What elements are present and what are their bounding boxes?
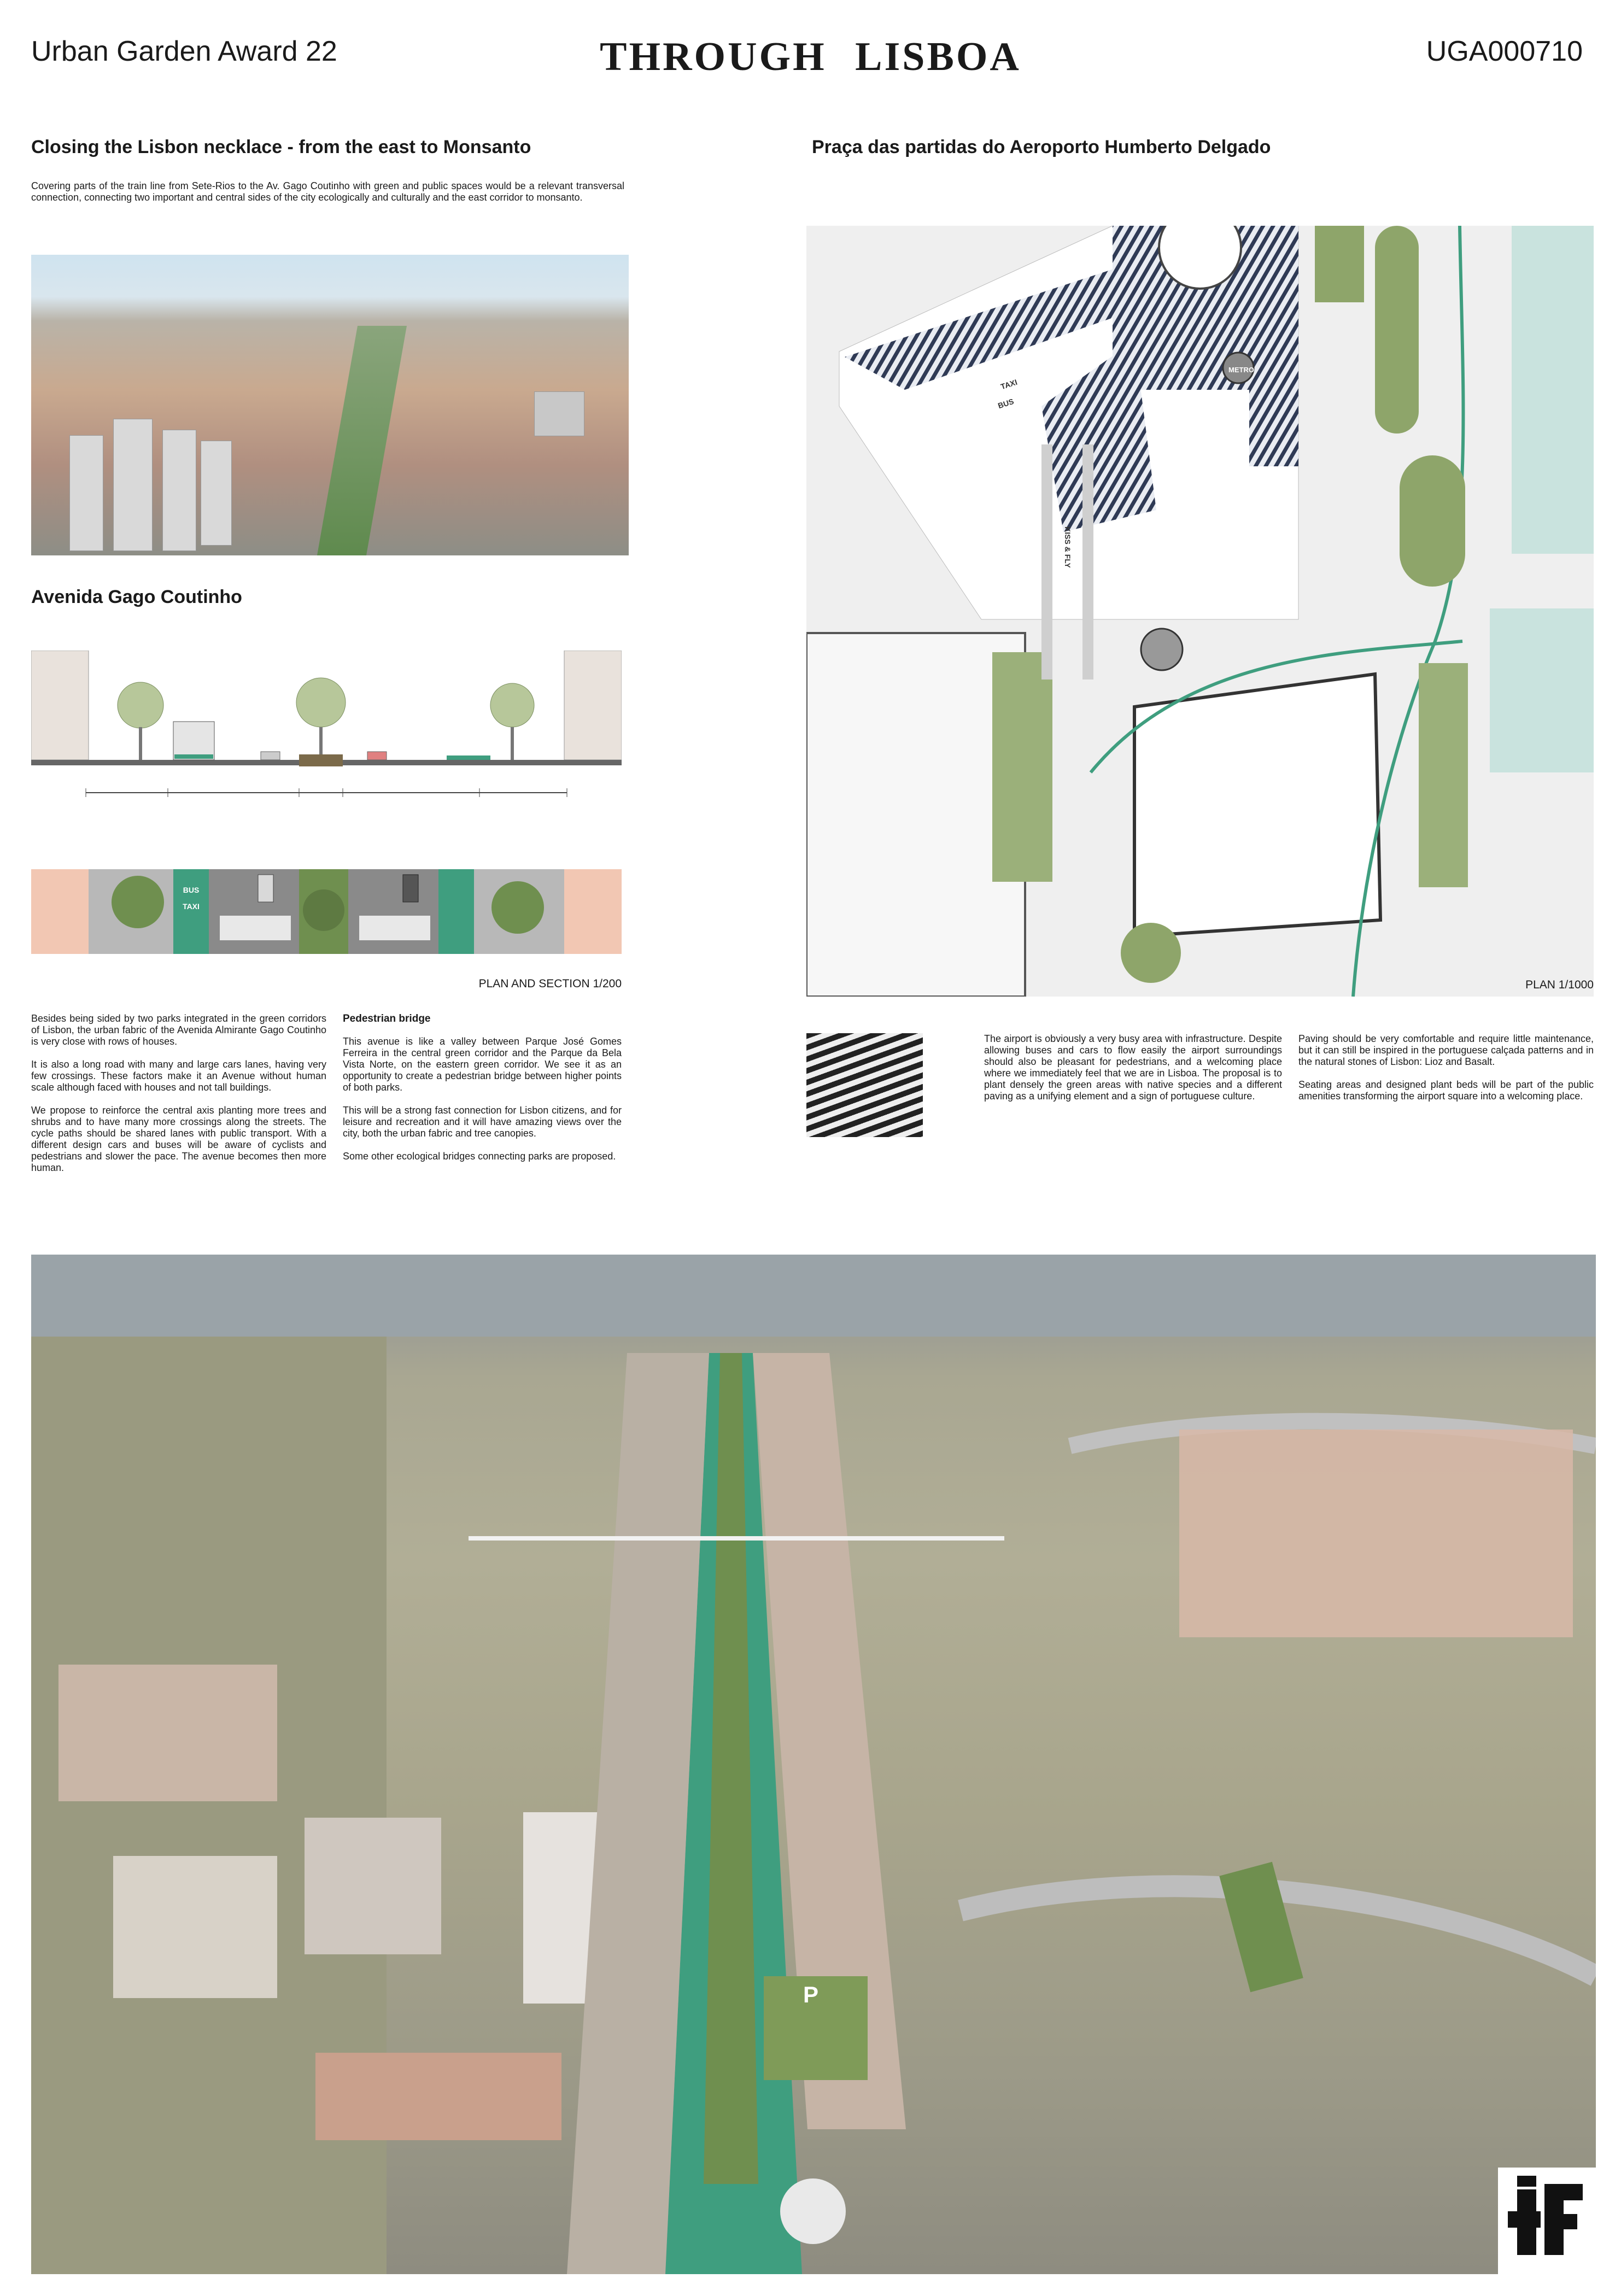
bus-lane-label: BUS xyxy=(183,886,200,894)
airport-paragraph: Paving should be very comfortable and require little maintenance, but it can still be inspired in the portuguese calçada patterns and in the natural stones of Lisbon: Lioz and Basalt. xyxy=(1298,1033,1594,1067)
award-name: Urban Garden Award 22 xyxy=(31,36,337,67)
avenue-paragraph: It is also a long road with many and large cars lanes, having very few crossings. These factors make it an Avenue without human scale although faced with houses and not tall buildings. xyxy=(31,1059,326,1093)
building xyxy=(69,435,103,551)
bus-label: BUS xyxy=(997,396,1015,411)
page-title: THROUGH LISBOA xyxy=(600,34,1021,79)
avenue-paragraph: Besides being sided by two parks integrated in the green corridors of Lisbon, the urban fabric of the Avenida Almirante Gago Coutinho is very close with rows of houses. xyxy=(31,1013,326,1047)
award-logo xyxy=(1498,2168,1596,2274)
airport-plan-drawing xyxy=(806,226,1594,997)
building xyxy=(201,441,232,546)
airport-plan-caption: PLAN 1/1000 xyxy=(1525,979,1594,991)
calcada-paving-sample xyxy=(806,1033,923,1137)
kiss-fly-label: KISS & FLY xyxy=(1063,526,1072,568)
building xyxy=(113,419,153,551)
airport-heading: Praça das partidas do Aeroporto Humberto Delgado xyxy=(812,137,1271,157)
necklace-heading: Closing the Lisbon necklace - from the east to Monsanto xyxy=(31,137,531,157)
avenue-text xyxy=(31,1013,326,1174)
airport-paragraph: Seating areas and designed plant beds will be part of the public amenities transforming the airport square into a welcoming place. xyxy=(1298,1079,1594,1102)
building xyxy=(162,430,196,551)
bridge-paragraph: This will be a strong fast connection for Lisbon citizens, and for leisure and recreation and it will have amazing views over the city, both the urban fabric and tree canopies. xyxy=(343,1105,622,1139)
bridge-paragraph: Some other ecological bridges connecting parks are proposed. xyxy=(343,1151,616,1162)
avenue-heading: Avenida Gago Coutinho xyxy=(31,587,242,607)
avenue-section-drawing xyxy=(31,651,622,804)
avenue-bridge-aerial-render xyxy=(31,1255,1596,2274)
bridge-paragraph: This avenue is like a valley between Parque José Gomes Ferreira in the central green corridor and the Parque da Bela Vista Norte, on the eastern green corridor. We see it as an opportunity to create a pedestrian bridge between higher points of both parks. xyxy=(343,1036,622,1093)
airport-text-1: The airport is obviously a very busy area with infrastructure. Despite allowing buses and cars to flow easily the airport surroundings should also be pleasant for pedestrians, and a welcoming place where we immediately feel that we are in Lisboa. The proposal is to plant densely the green areas with native species and a different paving as a unifying element and a sign of portuguese culture. xyxy=(984,1033,1282,1102)
parking-label: P xyxy=(803,1982,819,2007)
bridge-heading: Pedestrian bridge xyxy=(343,1013,431,1024)
metro-label: METRO xyxy=(1228,366,1254,374)
lisbon-aerial-photo xyxy=(31,255,629,555)
airport-text-2 xyxy=(1298,1033,1594,1102)
necklace-intro: Covering parts of the train line from Sete-Rios to the Av. Gago Coutinho with green and public spaces would be a relevant transversal connection, connecting two important and central sides of the city ecologically and culturally and the east corridor to monsanto. xyxy=(31,180,624,203)
building xyxy=(534,391,584,436)
avenue-plan-drawing xyxy=(31,869,622,954)
project-code: UGA000710 xyxy=(1426,36,1583,67)
taxi-lane-label: TAXI xyxy=(183,902,200,911)
green-corridor xyxy=(317,326,407,555)
avenue-paragraph: We propose to reinforce the central axis planting more trees and shrubs and to have many more crossings along the streets. The cycle paths should be shared lanes with public transport. With a different design cars and buses will be aware of cyclists and pedestrians and slower the pace. The avenue becomes then more human. xyxy=(31,1105,326,1173)
avenue-plan-caption: PLAN AND SECTION 1/200 xyxy=(478,977,622,990)
taxi-label: TAXI xyxy=(999,377,1019,391)
bridge-text xyxy=(343,1013,622,1162)
